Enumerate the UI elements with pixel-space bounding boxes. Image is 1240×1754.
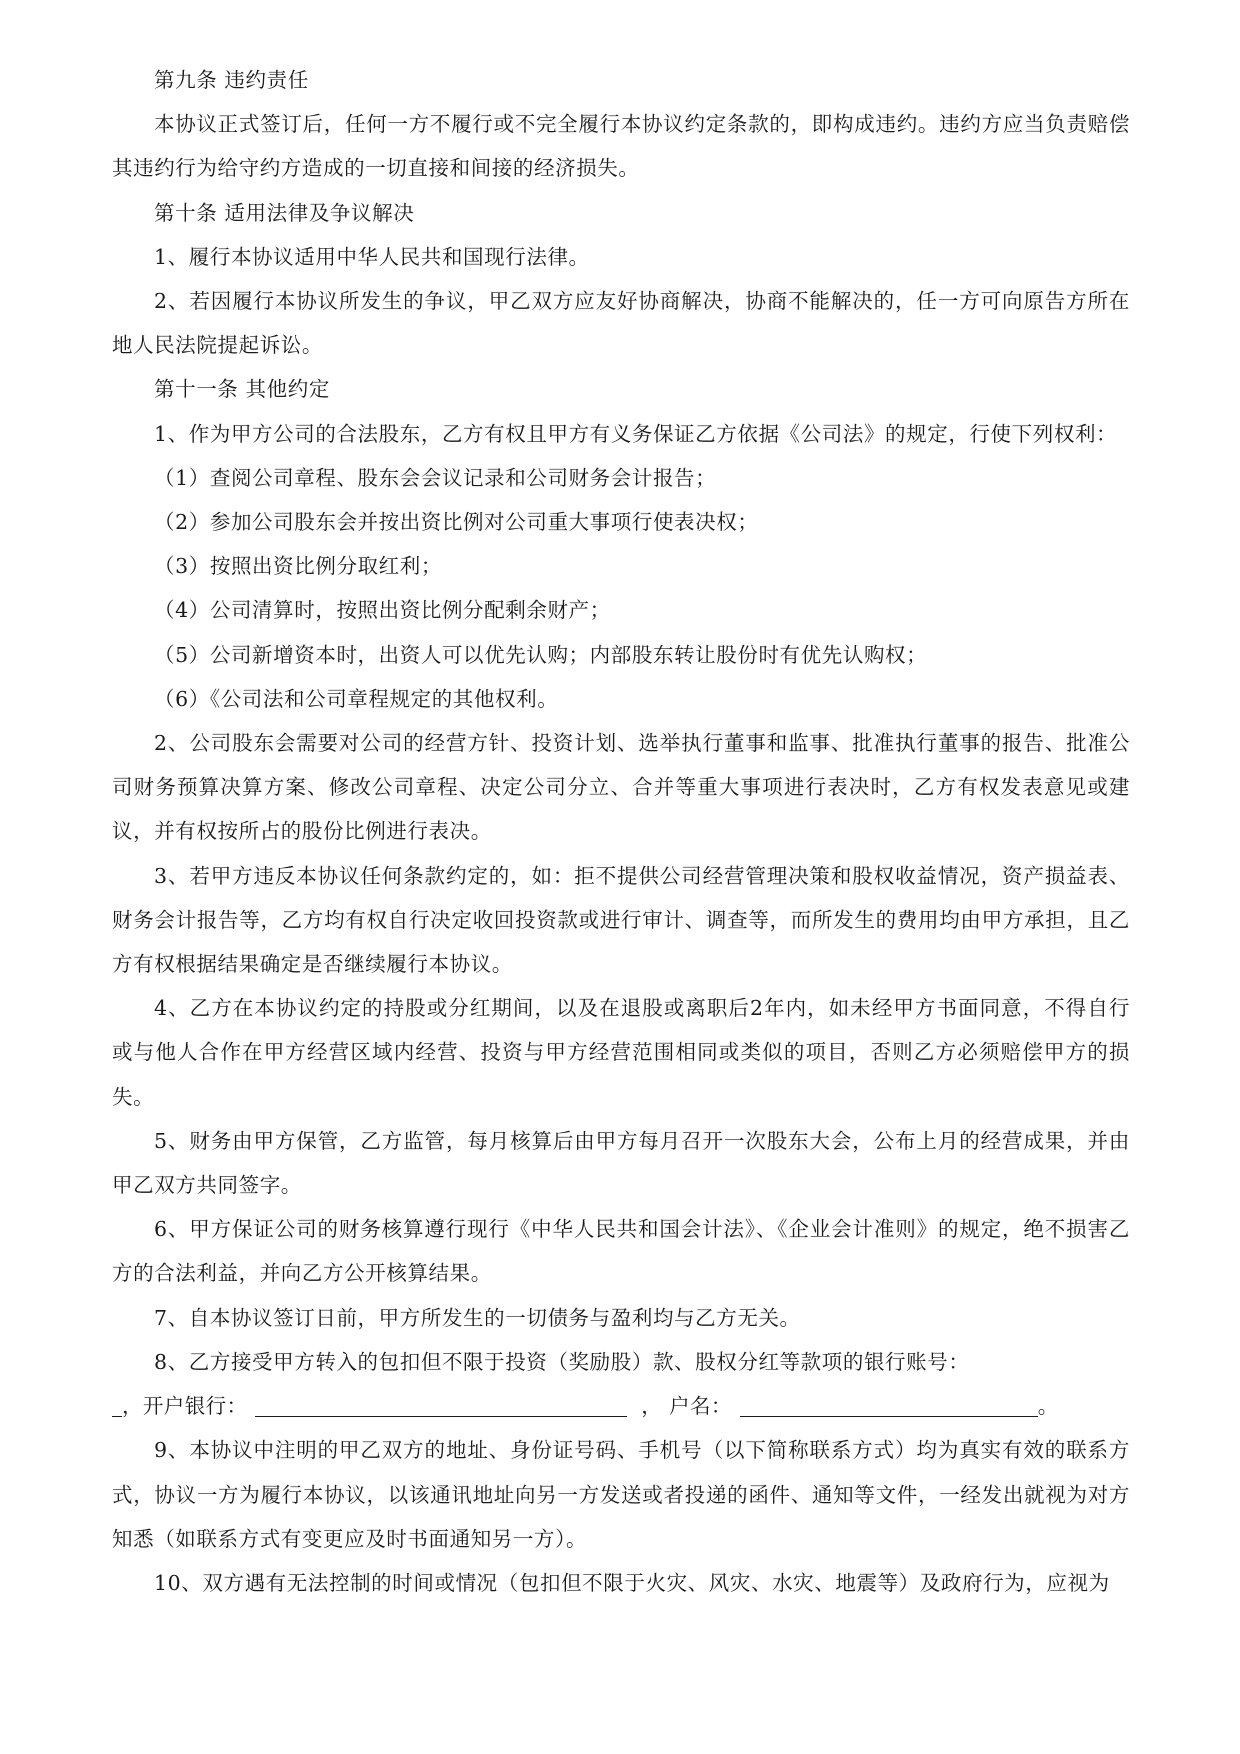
article-11-clause-2: 2、公司股东会需要对公司的经营方针、投资计划、选举执行董事和监事、批准执行董事的报告、批准公司财务预算决算方案、修改公司章程、决定公司分立、合并等重大事项进行表决时，乙方有权发表意见或建议，并有权按所占的股份比例进行表决。 [112,731,1130,844]
article-10-clause-2: 2、若因履行本协议所发生的争议，甲乙双方应友好协商解决，协商不能解决的，任一方可向原告方所在地人民法院提起诉讼。 [112,289,1130,358]
article-10-heading: 第十条 适用法律及争议解决 [154,200,415,225]
article-11-heading: 第十一条 其他约定 [154,377,330,402]
bank-label: 开户银行： [142,1394,248,1419]
article-11-clause-8: 8、乙方接受甲方转入的包扣但不限于投资（奖励股）款、股权分红等款项的银行账号： [154,1349,970,1374]
article-11-clause-9: 9、本协议中注明的甲乙双方的地址、身份证号码、手机号（以下简称联系方式）均为真实有效的联系方式，协议一方为履行本协议，以该通讯地址向另一方发送或者投递的函件、通知等文件，一经发出就视为对方知悉（如联系方式有变更应及时书面通知另一方）。 [112,1438,1130,1551]
bank-line-end: 。 [1037,1394,1059,1419]
article-9-body: 本协议正式签订后，任何一方不履行或不完全履行本协议约定条款的，即构成违约。违约方应当负责赔偿其违约行为给守约方造成的一切直接和间接的经济损失。 [112,112,1130,181]
bank-separator: ， [641,1394,663,1419]
article-11-clause-1: 1、作为甲方公司的合法股东，乙方有权且甲方有义务保证乙方依据《公司法》的规定，行使下列权利： [154,421,1118,446]
article-11-clause-3: 3、若甲方违反本协议任何条款约定的，如：拒不提供公司经营管理决策和股权收益情况，资产损益表、财务会计报告等，乙方均有权自行决定收回投资款或进行审计、调查等，而所发生的费用均由甲方承担，且乙方有权根据结果确定是否继续履行本协议。 [112,863,1130,977]
article-11-clause-6: 6、甲方保证公司的财务核算遵行现行《中华人民共和国会计法》、《企业会计准则》的规定，绝不损害乙方的合法利益，并向乙方公开核算结果。 [112,1217,1130,1286]
account-number-blank[interactable] [112,1392,122,1417]
article-11-clause-7: 7、自本协议签订日前，甲方所发生的一切债务与盈利均与乙方无关。 [154,1305,801,1330]
rights-item-3: （3）按照出资比例分取红利； [154,554,442,579]
rights-item-4: （4）公司清算时，按照出资比例分配剩余财产； [154,598,611,623]
article-11-clause-10: 10、双方遇有无法控制的时间或情况（包扣但不限于火灾、风灾、水灾、地震等）及政府行为，应视为 [154,1570,1110,1595]
rights-item-6: （6）《公司法和公司章程规定的其他权利。 [154,686,559,711]
account-name-blank[interactable] [740,1392,1038,1417]
bank-account-line [112,1384,1130,1428]
article-10-clause-1: 1、履行本协议适用中华人民共和国现行法律。 [154,244,590,269]
account-name-label: 户名： [669,1394,732,1419]
rights-item-1: （1）查阅公司章程、股东会会议记录和公司财务会计报告； [154,465,717,490]
article-9-heading: 第九条 违约责任 [154,68,309,92]
bank-name-blank[interactable] [255,1392,627,1417]
rights-item-5: （5）公司新增资本时，出资人可以优先认购；内部股东转让股份时有优先认购权； [154,642,928,667]
article-11-clause-4: 4、乙方在本协议约定的持股或分红期间，以及在退股或离职后2年内，如未经甲方书面同意，不得自行或与他人合作在甲方经营区域内经营、投资与甲方经营范围相同或类似的项目，否则乙方必须赔偿甲方的损失。 [112,996,1130,1109]
rights-item-2: （2）参加公司股东会并按出资比例对公司重大事项行使表决权； [154,510,759,535]
bank-comma: ， [122,1394,143,1419]
article-11-clause-5: 5、财务由甲方保管，乙方监管，每月核算后由甲方每月召开一次股东大会，公布上月的经营成果，并由甲乙双方共同签字。 [112,1128,1130,1198]
